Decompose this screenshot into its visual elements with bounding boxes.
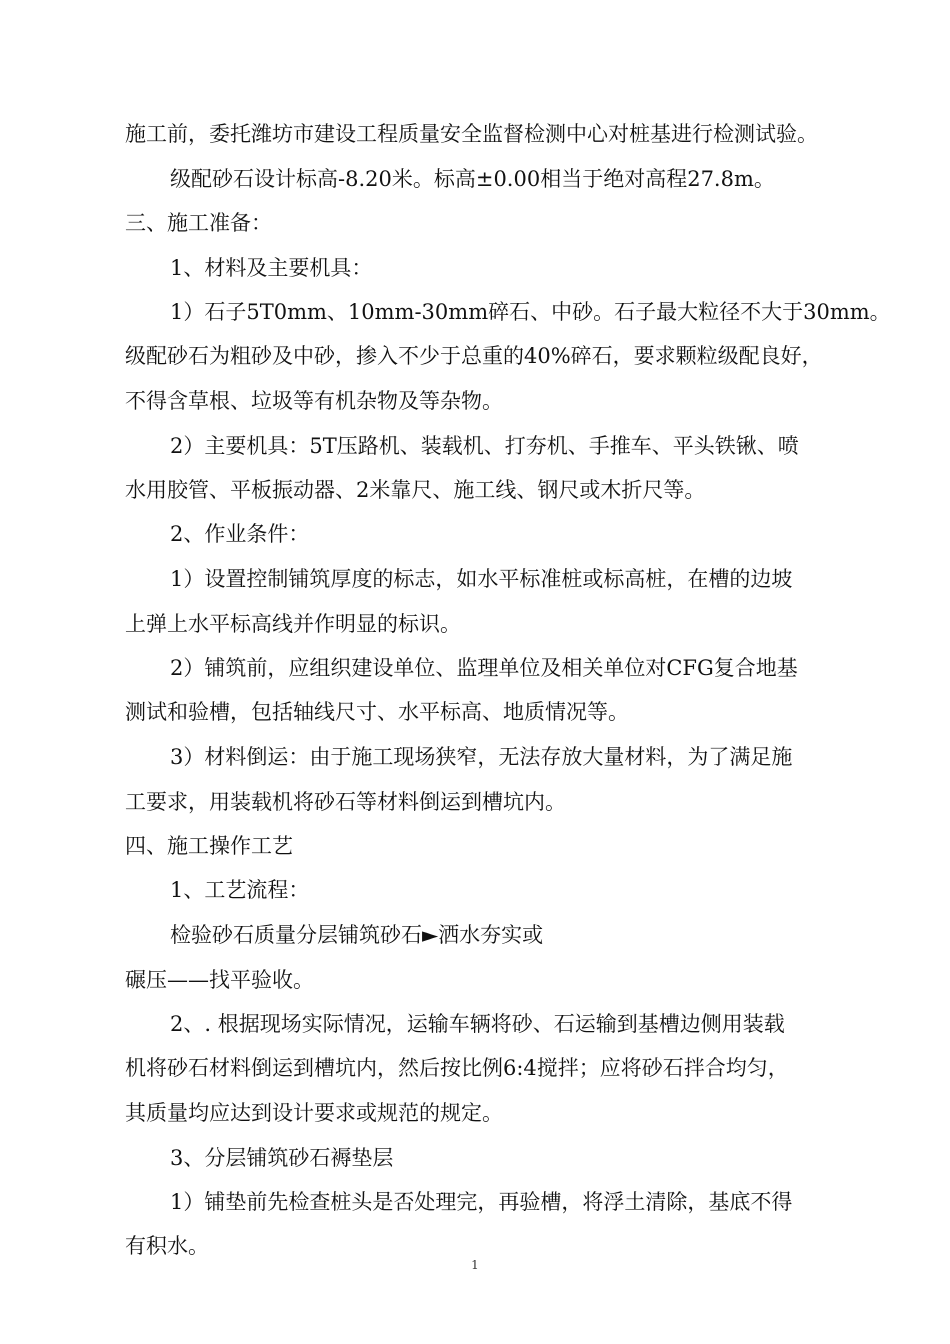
paragraph-line: 水用胶管、平板振动器、2米靠尺、施工线、钢尺或木折尺等。 bbox=[125, 478, 706, 502]
paragraph-line: 2、. 根据现场实际情况，运输车辆将砂、石运输到基槽边侧用装载 bbox=[170, 1012, 785, 1036]
paragraph-line: 施工前，委托潍坊市建设工程质量安全监督检测中心对桩基进行检测试验。 bbox=[125, 122, 818, 146]
paragraph-line: 机将砂石材料倒运到槽坑内，然后按比例6:4搅拌；应将砂石拌合均匀， bbox=[125, 1056, 789, 1080]
subsection-heading: 3、分层铺筑砂石褥垫层 bbox=[170, 1146, 394, 1170]
paragraph-line: 检验砂石质量分层铺筑砂石►洒水夯实或 bbox=[170, 923, 544, 947]
paragraph-line: 工要求，用装载机将砂石等材料倒运到槽坑内。 bbox=[125, 790, 566, 814]
paragraph-line: 1）铺垫前先检查桩头是否处理完，再验槽，将浮土清除，基底不得 bbox=[170, 1190, 793, 1214]
paragraph-line: 其质量均应达到设计要求或规范的规定。 bbox=[125, 1101, 503, 1125]
paragraph-line: 3）材料倒运：由于施工现场狭窄，无法存放大量材料，为了满足施 bbox=[170, 745, 793, 769]
section-heading: 四、施工操作工艺 bbox=[125, 834, 293, 858]
subsection-heading: 2、作业条件： bbox=[170, 522, 310, 546]
paragraph-line: 1）设置控制铺筑厚度的标志，如水平标准桩或标高桩，在槽的边坡 bbox=[170, 567, 793, 591]
paragraph-line: 碾压——找平验收。 bbox=[125, 968, 314, 992]
paragraph-line: 级配砂石设计标高-8.20米。标高±0.00相当于绝对高程27.8m。 bbox=[170, 167, 775, 191]
paragraph-line: 1）石子5T0mm、10mm-30mm碎石、中砂。石子最大粒径不大于30mm。 bbox=[170, 300, 891, 324]
paragraph-line: 不得含草根、垃圾等有机杂物及等杂物。 bbox=[125, 389, 503, 413]
paragraph-line: 上弹上水平标高线并作明显的标识。 bbox=[125, 612, 461, 636]
paragraph-line: 有积水。 bbox=[125, 1234, 209, 1258]
paragraph-line: 测试和验槽，包括轴线尺寸、水平标高、地质情况等。 bbox=[125, 700, 629, 724]
paragraph-line: 级配砂石为粗砂及中砂，掺入不少于总重的40%碎石，要求颗粒级配良好， bbox=[125, 344, 823, 368]
subsection-heading: 1、材料及主要机具： bbox=[170, 256, 373, 280]
page-number: 1 bbox=[471, 1258, 479, 1272]
paragraph-line: 2）铺筑前，应组织建设单位、监理单位及相关单位对CFG复合地基 bbox=[170, 656, 798, 680]
paragraph-line: 2）主要机具：5T压路机、装载机、打夯机、手推车、平头铁锹、喷 bbox=[170, 434, 799, 458]
subsection-heading: 1、工艺流程： bbox=[170, 878, 310, 902]
section-heading: 三、施工准备： bbox=[125, 211, 272, 235]
